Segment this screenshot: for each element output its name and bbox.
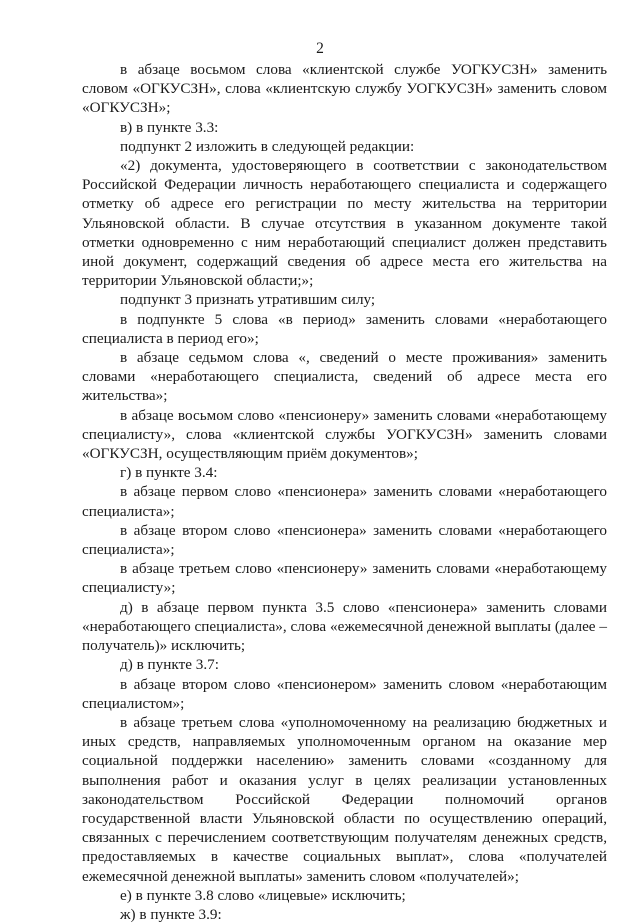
paragraph-11: в абзаце втором слово «пенсионера» заменить словами «неработающего специалиста»; [82, 521, 607, 559]
paragraph-15: в абзаце втором слово «пенсионером» заменить словом «неработающим специалистом»; [82, 675, 607, 712]
paragraph-12: в абзаце третьем слово «пенсионеру» заменить словами «неработающему специалисту»; [82, 560, 607, 597]
paragraph-8: в абзаце восьмом слово «пенсионеру» заменить словами «неработающему специалисту», слова «клиентской службы УОГКУСЗН» заменить словами «ОГКУСЗН, осуществляющим приём документов»; [82, 406, 607, 463]
paragraph-5: подпункт 3 признать утратившим силу; [120, 291, 376, 309]
paragraph-14: д) в пункте 3.7: [120, 656, 219, 674]
paragraph-2: в) в пункте 3.3: [120, 118, 219, 136]
page-number: 2 [316, 40, 324, 57]
paragraph-13: д) в абзаце первом пункта 3.5 слово «пенсионера» заменить словами «неработающего специалиста», слова «ежемесячной денежной выплаты (далее – получатель)» исключить; [82, 598, 607, 655]
paragraph-6: в подпункте 5 слова «в период» заменить словами «неработающего специалиста в период его»; [82, 310, 607, 347]
paragraph-18: ж) в пункте 3.9: [120, 905, 222, 923]
document-body [82, 60, 607, 924]
paragraph-9: г) в пункте 3.4: [120, 464, 218, 482]
paragraph-3: подпункт 2 изложить в следующей редакции: [120, 137, 415, 155]
paragraph-1: в абзаце восьмом слова «клиентской службе УОГКУСЗН» заменить словом «ОГКУСЗН», слова «клиентскую службу УОГКУСЗН» заменить словом «ОГКУСЗН»; [82, 61, 607, 117]
paragraph-16: в абзаце третьем слова «уполномоченному на реализацию бюджетных и иных средств, направляемых уполномоченным органом на оказание мер социальной поддержки населению» заменить словами «созданному для выполнения работ и оказания услуг в целях реализации установленных законодательством Российской Федерации полномочий органов государственной власти Ульяновской области по осуществлению операций, связанных с перечислением соответствующим получателям денежных средств, предоставляемых в качестве социальных выплат», слова «получателей ежемесячной денежной выплаты» заменить словом «получателей»; [82, 713, 607, 885]
paragraph-10: в абзаце первом слово «пенсионера» заменить словами «неработающего специалиста»; [82, 483, 607, 520]
paragraph-17: е) в пункте 3.8 слово «лицевые» исключить; [120, 886, 406, 904]
paragraph-7: в абзаце седьмом слова «, сведений о месте проживания» заменить словами «неработающего специалиста, сведений об адресе места его жительства»; [82, 349, 607, 405]
paragraph-4: «2) документа, удостоверяющего в соответствии с законодательством Российской Федерации личность неработающего специалиста и содержащего отметку об адресе его регистрации по месту жительства на территории Ульяновской области. В случае отсутствия в указанном документе такой отметки одновременно с ним неработающий специалист должен представить иной документ, содержащий сведения об адресе места его жительства на территории Ульяновской области;»; [82, 157, 607, 290]
